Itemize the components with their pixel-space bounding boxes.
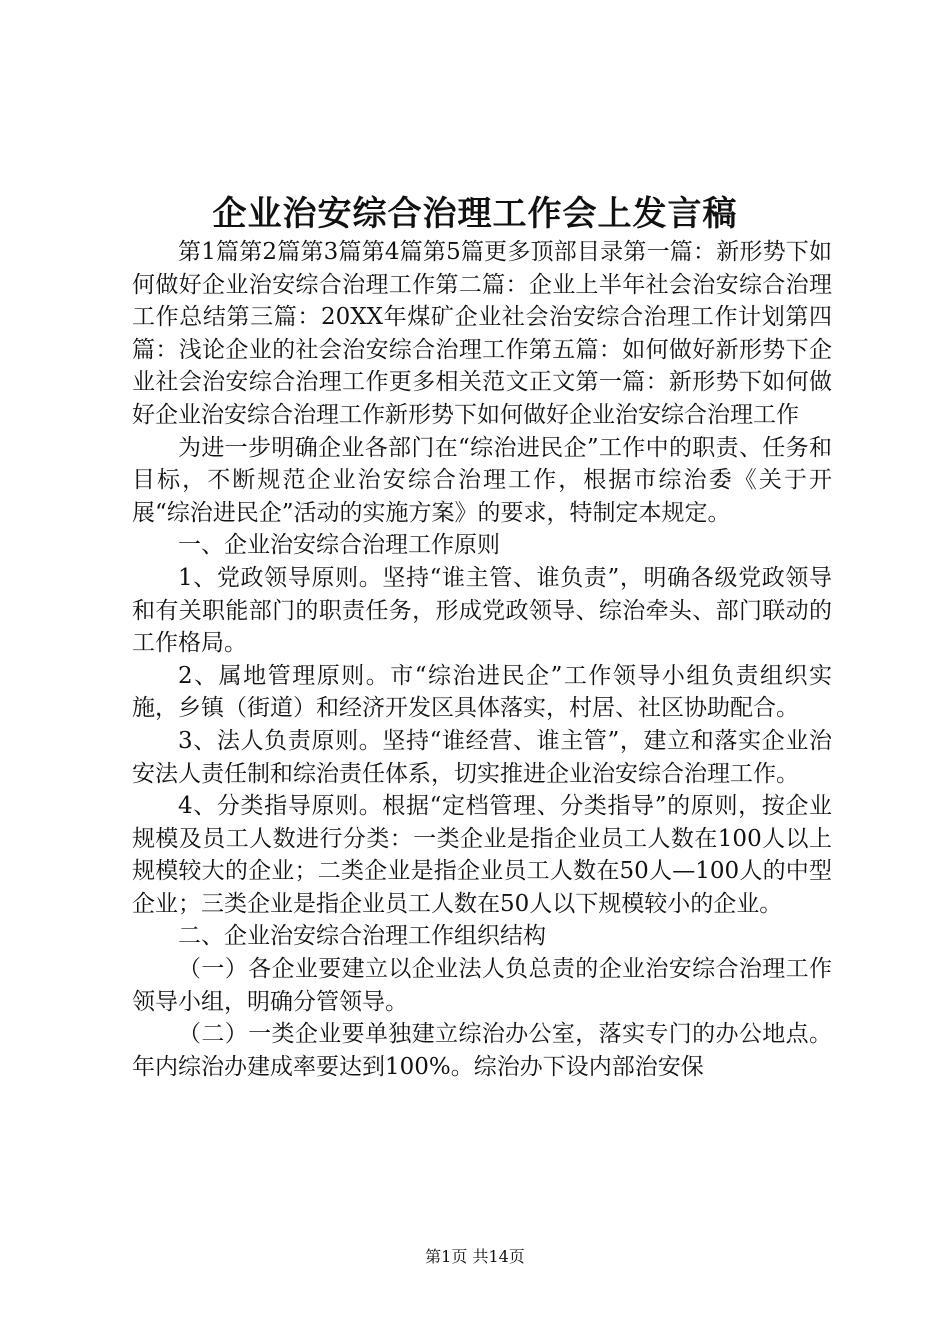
section-heading-principles: 一、企业治安综合治理工作原则: [178, 532, 500, 559]
paragraph-principle-1: 1、党政领导原则。坚持“谁主管、谁负责”，明确各级党政领导和有关职能部门的职责任务，形成党政领导、综治牵头、部门联动的工作格局。: [132, 564, 832, 657]
document-title: 企业治安综合治理工作会上发言稿: [212, 194, 738, 234]
paragraph-principle-4: 4、分类指导原则。根据“定档管理、分类指导”的原则，按企业规模及员工人数进行分类：一类企业是指企业员工人数在100人以上规模较大的企业；二类企业是指企业员工人数在50人—100人的中型企业；三类企业是指企业员工人数在50人以下规模较小的企业。: [132, 793, 832, 917]
paragraph-principle-2: 2、属地管理原则。市“综治进民企”工作领导小组负责组织实施，乡镇（街道）和经济开发区具体落实，村居、社区协助配合。: [132, 662, 832, 722]
paragraph-principle-3: 3、法人负责原则。坚持“谁经营、谁主管”，建立和落实企业治安法人责任制和综治责任体系，切实推进企业治安综合治理工作。: [132, 727, 832, 787]
paragraph-toc: 第1篇第2篇第3篇第4篇第5篇更多顶部目录第一篇：新形势下如何做好企业治安综合治理工作第二篇：企业上半年社会治安综合治理工作总结第三篇：20XX年煤矿企业社会治安综合治理工作计划第四篇：浅论企业的社会治安综合治理工作第五篇：如何做好新形势下企业社会治安综合治理工作更多相关范文正文第一篇：新形势下如何做好企业治安综合治理工作新形势下如何做好企业治安综合治理工作: [132, 239, 832, 428]
page-number-footer: 第1页 共14页: [425, 1247, 525, 1266]
document-body: [132, 236, 832, 1083]
paragraph-structure-1: （一）各企业要建立以企业法人负总责的企业治安综合治理工作领导小组，明确分管领导。: [132, 956, 832, 1015]
section-heading-structure: 二、企业治安综合治理工作组织结构: [178, 923, 546, 950]
paragraph-intro: 为进一步明确企业各部门在“综治进民企”工作中的职责、任务和目标，不断规范企业治安综合治理工作，根据市综治委《关于开展“综治进民企”活动的实施方案》的要求，特制定本规定。: [132, 434, 832, 526]
paragraph-structure-2: （二）一类企业要单独建立综治办公室，落实专门的办公地点。年内综治办建成率要达到100%。综治办下设内部治安保: [132, 1021, 832, 1080]
